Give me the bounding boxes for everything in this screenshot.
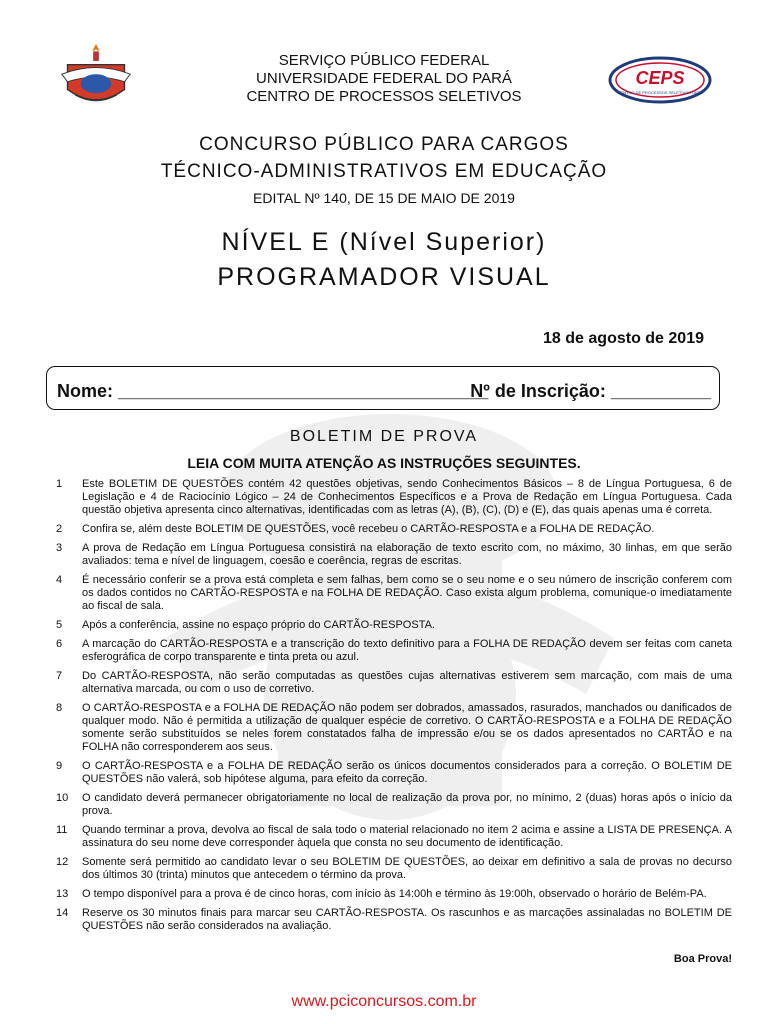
instruction-number: 3: [56, 542, 63, 554]
registration-number-field[interactable]: Nº de Inscrição: __________: [470, 381, 711, 401]
instruction-number: 12: [56, 856, 69, 868]
instruction-number: 4: [56, 574, 63, 586]
exam-date: 18 de agosto de 2019: [543, 330, 704, 347]
instruction-item: [56, 888, 732, 901]
instruction-text: Este BOLETIM DE QUESTÕES contém 42 questões objetivas, sendo Conhecimentos Básicos – 8 de Língua Portuguesa, 6 de Legislação e 4 de Raciocínio Lógico – 24 de Conhecimentos Específicos e a Prova de Redação em Língua Portuguesa. Cada questão objetiva apresenta cinco alternativas, identificadas com as letras (A), (B), (C), (D) e (E), das quais apenas uma é correta.: [82, 478, 732, 516]
instruction-item: [56, 478, 732, 517]
instruction-text: Reserve os 30 minutos finais para marcar seu CARTÃO-RESPOSTA. Os rascunhos e as marcações assinaladas no BOLETIM DE QUESTÕES não serão considerados na avaliação.: [82, 907, 732, 932]
instruction-text: O candidato deverá permanecer obrigatoriamente no local de realização da prova por, no mínimo, 2 (duas) horas após o início da prova.: [82, 792, 732, 817]
institution-header: [150, 52, 618, 106]
header-line-1: SERVIÇO PÚBLICO FEDERAL: [278, 52, 490, 69]
instruction-item: [56, 824, 732, 850]
ceps-logo-subtext: CENTRO DE PROCESSOS SELETIVOS UFPA: [617, 90, 703, 95]
instructions-list: [56, 478, 732, 939]
instruction-item: [56, 760, 732, 786]
instruction-item: [56, 702, 732, 754]
closing-message: Boa Prova!: [673, 953, 732, 965]
level-title: NÍVEL E (Nível Superior): [221, 228, 547, 256]
instruction-text: O tempo disponível para a prova é de cinco horas, com início às 14:00h e término às 19:00h, observado o horário de Belém-PA.: [82, 888, 707, 900]
ceps-logo: [608, 56, 712, 104]
instruction-number: 11: [56, 824, 68, 836]
instruction-number: 6: [56, 638, 63, 650]
instruction-text: Confira se, além deste BOLETIM DE QUESTÕES, você recebeu o CARTÃO-RESPOSTA e a FOLHA DE REDAÇÃO.: [82, 523, 655, 535]
position-title: PROGRAMADOR VISUAL: [217, 263, 551, 291]
instruction-item: [56, 523, 732, 536]
instruction-item: [56, 670, 732, 696]
section-subheading: LEIA COM MUITA ATENÇÃO AS INSTRUÇÕES SEGUINTES.: [187, 455, 581, 471]
instruction-item: [56, 792, 732, 818]
instruction-number: 7: [56, 670, 63, 682]
instruction-number: 14: [56, 907, 69, 919]
footer-url[interactable]: www.pciconcursos.com.br: [291, 993, 477, 1010]
ceps-logo-text: CEPS: [635, 68, 685, 88]
instruction-text: O CARTÃO-RESPOSTA e a FOLHA DE REDAÇÃO serão os únicos documentos considerados para a correção. O BOLETIM DE QUESTÕES não valerá, sob hipótese alguma, para efeito da correção.: [82, 760, 732, 785]
instruction-number: 8: [56, 702, 63, 714]
candidate-info-box: [46, 366, 720, 410]
instruction-text: O CARTÃO-RESPOSTA e a FOLHA DE REDAÇÃO não podem ser dobrados, amassados, rasurados, manchados ou danificados de qualquer modo. Não é permitida a utilização de qualquer espécie de corretivo. O CARTÃO-RESPOSTA e a FOLHA DE REDAÇÃO somente serão substituídos se neles forem constatados falha de impressão e/ou se os dados apresentados no CARTÃO e na FOLHA não corresponderem aos seus.: [82, 702, 732, 753]
header-line-3: CENTRO DE PROCESSOS SELETIVOS: [246, 88, 522, 105]
instruction-item: [56, 542, 732, 568]
instruction-item: [56, 856, 732, 882]
exam-title-line-1: CONCURSO PÚBLICO PARA CARGOS: [199, 134, 569, 155]
instruction-number: 5: [56, 619, 63, 631]
name-field[interactable]: Nome: _____________________________________: [57, 381, 489, 401]
instruction-number: 2: [56, 523, 63, 535]
exam-title-line-2: TÉCNICO-ADMINISTRATIVOS EM EDUCAÇÃO: [160, 161, 608, 182]
instruction-text: A prova de Redação em Língua Portuguesa consistirá na elaboração de texto escrito com, no máximo, 30 linhas, em que serão avaliados: tema e nível de linguagem, coesão e coerência, regras de escritas.: [82, 542, 732, 567]
section-heading: BOLETIM DE PROVA: [289, 428, 479, 445]
instruction-number: 13: [56, 888, 69, 900]
instruction-text: Após a conferência, assine no espaço próprio do CARTÃO-RESPOSTA.: [82, 619, 435, 631]
instruction-item: [56, 574, 732, 613]
instruction-item: [56, 907, 732, 933]
instruction-number: 1: [56, 478, 63, 490]
ufpa-crest-logo: [58, 40, 134, 116]
instruction-text: É necessário conferir se a prova está completa e sem falhas, bem como se o seu nome e o seu número de inscrição conferem com os dados contidos no CARTÃO-RESPOSTA e na FOLHA DE REDAÇÃO. Caso exista algum problema, comunique-o imediatamente ao fiscal de sala.: [82, 574, 732, 612]
instruction-item: [56, 638, 732, 664]
instruction-text: Do CARTÃO-RESPOSTA, não serão computadas as questões cujas alternativas estiverem sem marcação, com mais de uma alternativa marcada, ou com o uso de corretivo.: [82, 670, 732, 695]
edital-reference: EDITAL Nº 140, DE 15 DE MAIO DE 2019: [253, 190, 515, 206]
instruction-number: 10: [56, 792, 69, 804]
instruction-item: [56, 619, 732, 632]
instruction-text: Somente será permitido ao candidato levar o seu BOLETIM DE QUESTÕES, ao deixar em definitivo a sala de provas no decurso dos últimos 30 (trinta) minutos que antecedem o término da prova.: [82, 856, 732, 881]
instruction-text: A marcação do CARTÃO-RESPOSTA e a transcrição do texto definitivo para a FOLHA DE REDAÇÃO devem ser feitas com caneta esferográfica de corpo transparente e tinta preta ou azul.: [82, 638, 732, 663]
header-line-2: UNIVERSIDADE FEDERAL DO PARÁ: [256, 70, 512, 87]
instruction-text: Quando terminar a prova, devolva ao fiscal de sala todo o material relacionado no item 2 acima e assine a LISTA DE PRESENÇA. A assinatura do seu nome deve corresponder àquela que consta no seu documento de identificação.: [82, 824, 732, 849]
instruction-number: 9: [56, 760, 63, 772]
